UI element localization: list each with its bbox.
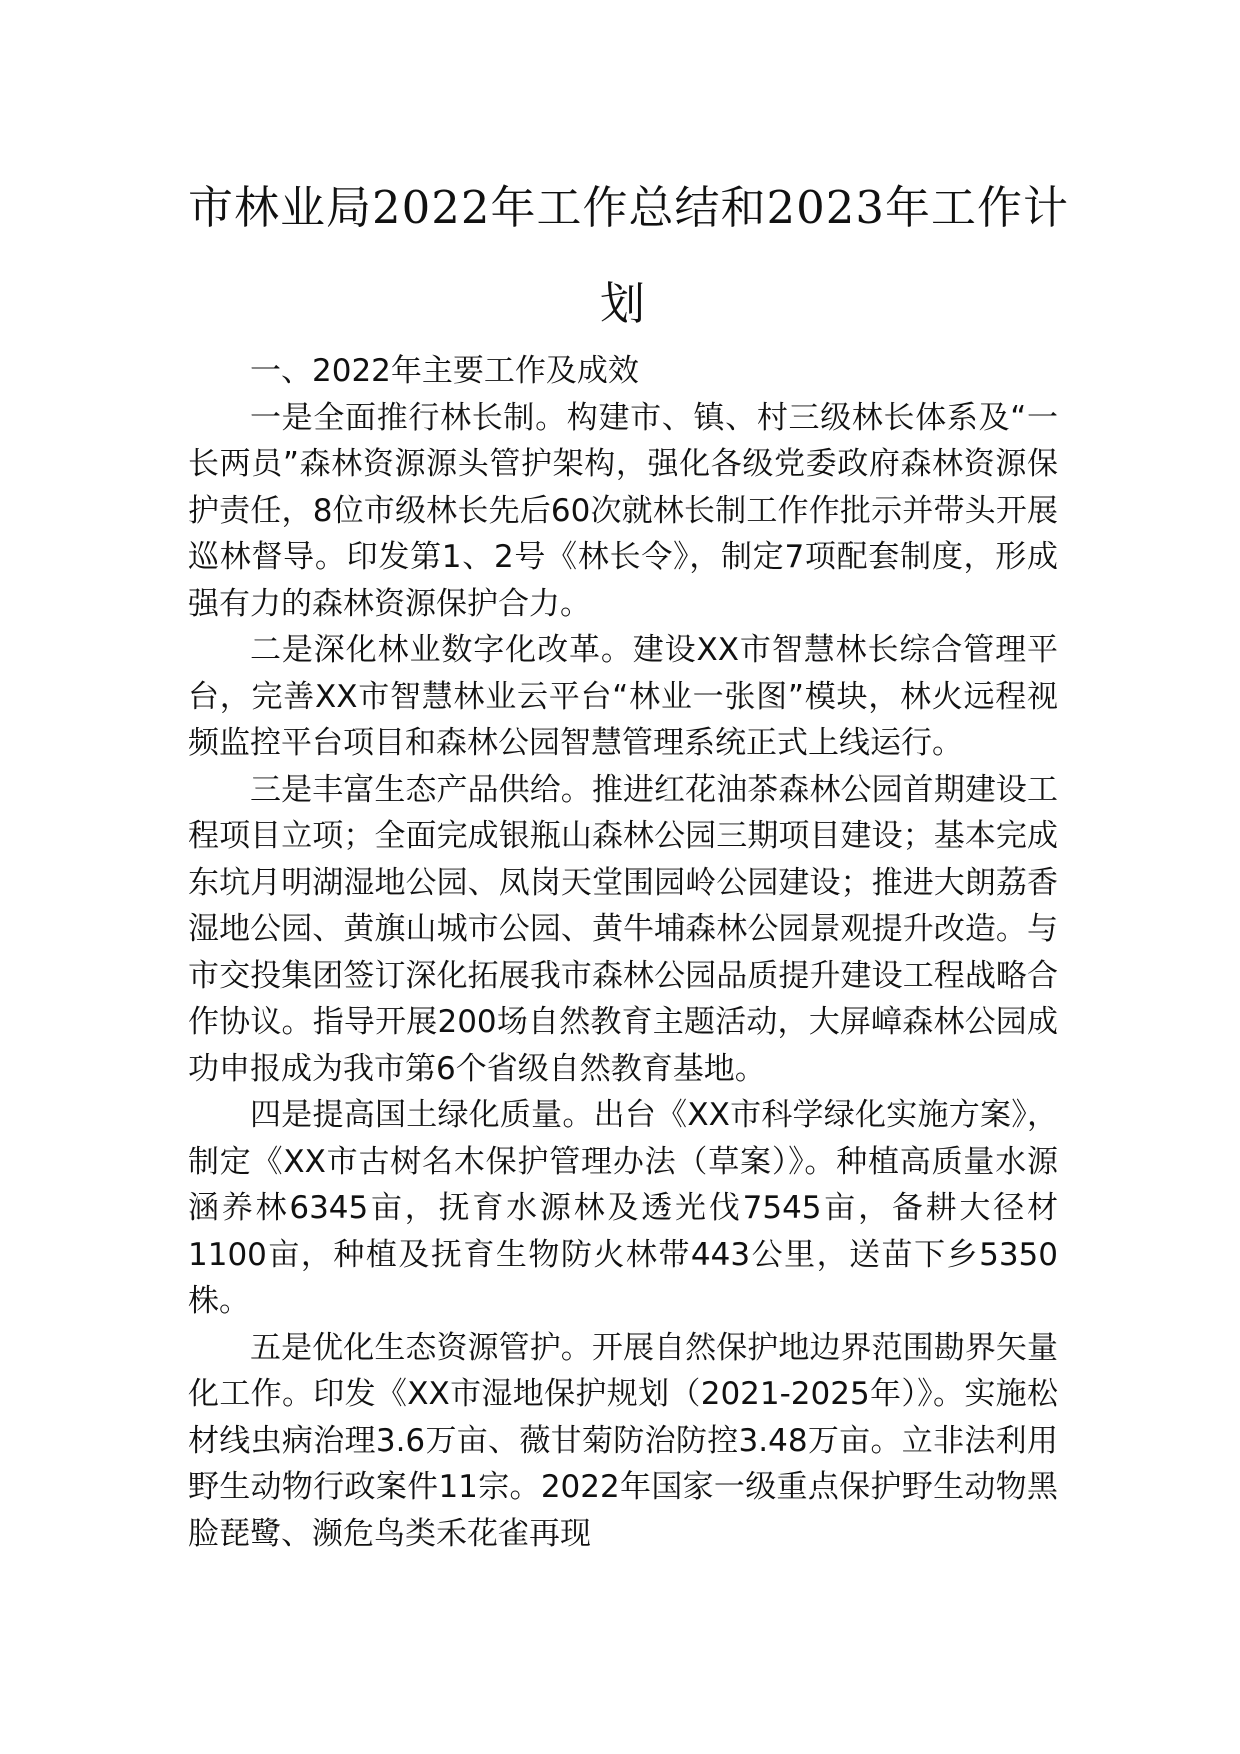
paragraph-resource-protection: 五是优化生态资源管护。开展自然保护地边界范围勘界矢量化工作。印发《XX市湿地保护规划（2021-2025年）》。实施松材线虫病治理3.6万亩、薇甘菊防治防控3.48万亩。立非法利用野生动物行政案件11宗。2022年国家一级重点保护野生动物黑脸琵鹭、濒危鸟类禾花雀再现 [188,1329,1058,1552]
paragraph-greening: 四是提高国土绿化质量。出台《XX市科学绿化实施方案》，制定《XX市古树名木保护管理办法（草案）》。种植高质量水源涵养林6345亩，抚育水源林及透光伐7545亩，备耕大径材1100亩，种植及抚育生物防火林带443公里，送苗下乡5350株。 [188,1097,1058,1319]
document-body [188,348,1058,1557]
title-line-2: 划 [599,277,646,330]
section-heading: 一、2022年主要工作及成效 [250,353,639,389]
paragraph-forest-chief: 一是全面推行林长制。构建市、镇、村三级林长体系及“一长两员”森林资源源头管护架构，强化各级党委政府森林资源保护责任，8位市级林长先后60次就林长制工作作批示并带头开展巡林督导。印发第1、2号《林长令》，制定7项配套制度，形成强有力的森林资源保护合力。 [188,399,1058,622]
document-page [188,0,1070,1557]
paragraph-digital-reform: 二是深化林业数字化改革。建设XX市智慧林长综合管理平台，完善XX市智慧林业云平台“林业一张图”模块，林火远程视频监控平台项目和森林公园智慧管理系统正式上线运行。 [188,632,1058,761]
paragraph-eco-products: 三是丰富生态产品供给。推进红花油茶森林公园首期建设工程项目立项；全面完成银瓶山森林公园三期项目建设；基本完成东坑月明湖湿地公园、凤岗天堂围园岭公园建设；推进大朗荔香湿地公园、黄旗山城市公园、黄牛埔森林公园景观提升改造。与市交投集团签订深化拓展我市森林公园品质提升建设工程战略合作协议。指导开展200场自然教育主题活动，大屏嶂森林公园成功申报成为我市第6个省级自然教育基地。 [188,771,1058,1087]
document-title [188,0,1070,352]
title-line-1: 市林业局2022年工作总结和2023年工作计 [188,181,1070,234]
